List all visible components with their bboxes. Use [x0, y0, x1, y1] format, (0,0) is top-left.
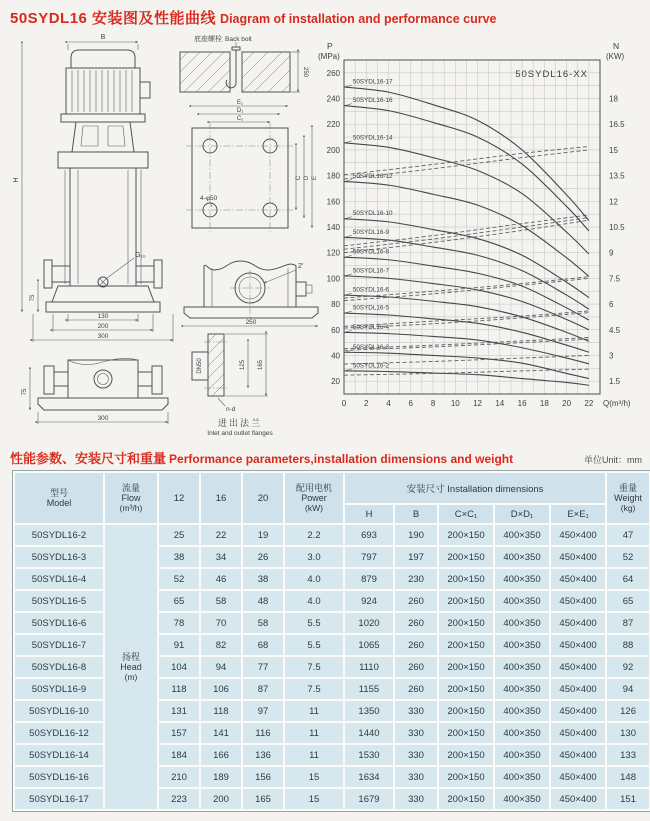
p-tick-label: 20	[331, 377, 340, 387]
dim-E-cell: 450×400	[551, 789, 605, 809]
flange-caption-en: Inlet and outlet flanges	[207, 430, 273, 437]
power-cell: 15	[285, 767, 343, 787]
curve-label-leader	[345, 104, 352, 106]
dim-D-cell: 400×350	[495, 789, 549, 809]
head-20-cell: 87	[243, 679, 283, 699]
curve-label: 50SYDL16-12	[352, 172, 393, 180]
head-20-cell: 77	[243, 657, 283, 677]
model-cell: 50SYDL16-4	[15, 569, 103, 589]
model-cell: 50SYDL16-6	[15, 613, 103, 633]
dim-C-cell: 200×150	[439, 547, 493, 567]
weight-cell: 87	[607, 613, 649, 633]
head-20-cell: 116	[243, 723, 283, 743]
col-header-motor	[285, 473, 343, 523]
dim-H-cell: 797	[345, 547, 393, 567]
plate-d1-label: D₁	[236, 108, 244, 114]
head-20-cell: 156	[243, 767, 283, 787]
col-header-flow-20: 20	[243, 473, 283, 523]
head-16-cell: 118	[201, 701, 241, 721]
weight-cell: 88	[607, 635, 649, 655]
n-tick-label: 9	[609, 248, 614, 258]
parameters-table	[12, 470, 650, 812]
curve-label-leader	[345, 141, 352, 143]
n-tick-label: 4.5	[609, 325, 621, 335]
dim-C-cell: 200×150	[439, 591, 493, 611]
head-12-cell: 157	[159, 723, 199, 743]
dim-E-cell: 450×400	[551, 613, 605, 633]
head-16-cell: 70	[201, 613, 241, 633]
curve-label: 50SYDL16-2	[352, 362, 389, 370]
unit-note: 单位Unit：mm	[584, 455, 642, 465]
dim-E-cell: 450×400	[551, 701, 605, 721]
model-cell: 50SYDL16-2	[15, 525, 103, 545]
support-bracket-detail	[184, 261, 318, 326]
weight-cell: 64	[607, 569, 649, 589]
curve-label: 50SYDL16-5	[352, 304, 389, 312]
head-12-cell: 131	[159, 701, 199, 721]
section-title-en: Performance parameters,installation dimensions and weight	[169, 452, 514, 466]
col-header-weight-unit: (kg)	[620, 503, 636, 513]
dim-E-cell: 450×400	[551, 679, 605, 699]
p-tick-label: 160	[326, 197, 340, 207]
p-tick-label: 80	[331, 300, 340, 310]
head-16-cell: 141	[201, 723, 241, 743]
head-12-cell: 91	[159, 635, 199, 655]
dim-D-cell: 400×350	[495, 767, 549, 787]
dim-D-cell: 400×350	[495, 701, 549, 721]
pump-installation-drawing	[8, 30, 180, 438]
p-axis-title-1: P	[327, 41, 333, 51]
dim-D-cell: 400×350	[495, 745, 549, 765]
bracket-size-label: 2′	[298, 263, 304, 270]
model-cell: 50SYDL16-14	[15, 745, 103, 765]
head-12-cell: 223	[159, 789, 199, 809]
dim-B-cell: 330	[395, 789, 437, 809]
curve-label: 50SYDL16-4	[352, 323, 389, 331]
dim-D-cell: 400×350	[495, 525, 549, 545]
plate-c1-label: C₁	[236, 116, 244, 122]
bolt-depth-label: 250	[302, 66, 308, 78]
side-300-label: 300	[97, 415, 109, 422]
plate-e1-label: E₁	[236, 100, 244, 106]
n-tick-label: 6	[609, 300, 614, 310]
weight-cell: 148	[607, 767, 649, 787]
head-12-cell: 210	[159, 767, 199, 787]
n-tick-label: 7.5	[609, 274, 621, 284]
x-tick-label: 4	[386, 399, 391, 408]
model-cell: 50SYDL16-7	[15, 635, 103, 655]
performance-chart	[318, 40, 648, 416]
power-cell: 7.5	[285, 657, 343, 677]
chart-title: 50SYDL16-XX	[515, 69, 588, 80]
head-16-cell: 94	[201, 657, 241, 677]
dim-D-cell: 400×350	[495, 657, 549, 677]
dim-H-cell: 1020	[345, 613, 393, 633]
x-tick-label: 2	[364, 399, 369, 408]
plate-holes-label: 4-φ50	[200, 195, 218, 202]
head-20-cell: 97	[243, 701, 283, 721]
dim-130-label: 130	[97, 313, 109, 320]
mounting-details-drawing	[178, 30, 328, 438]
model-cell: 50SYDL16-5	[15, 591, 103, 611]
p-tick-label: 120	[326, 248, 340, 258]
n-tick-label: 15	[609, 145, 618, 155]
col-header-flow	[105, 473, 157, 523]
dim-C-cell: 200×150	[439, 657, 493, 677]
col-header-dims-en: Installation dimensions	[447, 484, 544, 495]
power-cell: 11	[285, 745, 343, 765]
p-tick-label: 200	[326, 145, 340, 155]
dim-D-cell: 400×350	[495, 635, 549, 655]
pump-base-side-view	[22, 358, 168, 424]
head-12-cell: 118	[159, 679, 199, 699]
weight-cell: 47	[607, 525, 649, 545]
power-cell: 11	[285, 723, 343, 743]
n-tick-label: 16.5	[609, 120, 625, 130]
head-label-zh: 扬程	[121, 652, 140, 662]
dim-B-cell: 260	[395, 657, 437, 677]
dim-E-cell: 450×400	[551, 591, 605, 611]
dim-E-cell: 450×400	[551, 745, 605, 765]
dim-E-cell: 450×400	[551, 635, 605, 655]
curve-label-leader	[345, 179, 352, 181]
model-cell: 50SYDL16-9	[15, 679, 103, 699]
plate-c-label: C	[296, 175, 302, 181]
weight-cell: 94	[607, 679, 649, 699]
weight-cell: 92	[607, 657, 649, 677]
x-tick-label: 0	[341, 399, 347, 408]
dim-75-label: 75	[30, 294, 36, 302]
dim-B-cell: 260	[395, 613, 437, 633]
col-header-ExE1: E×E₁	[551, 505, 605, 523]
flange-dn-label: DN50	[197, 358, 203, 374]
weight-cell: 65	[607, 591, 649, 611]
dim-D-cell: 400×350	[495, 723, 549, 743]
curve-label: 50SYDL16-16	[352, 97, 393, 105]
power-cell: 3.0	[285, 547, 343, 567]
n-axis-title-2: (KW)	[606, 52, 625, 61]
dim-H-cell: 879	[345, 569, 393, 589]
model-cell: 50SYDL16-10	[15, 701, 103, 721]
x-tick-label: 6	[408, 399, 414, 408]
dim-H-cell: 1110	[345, 657, 393, 677]
head-12-cell: 78	[159, 613, 199, 633]
p-tick-label: 260	[326, 68, 340, 78]
section-title-zh: 性能参数、安装尺寸和重量	[10, 451, 167, 466]
x-tick-label: 10	[450, 399, 460, 408]
bolt-nut	[232, 47, 240, 50]
dim-B-cell: 230	[395, 569, 437, 589]
power-cell: 5.5	[285, 635, 343, 655]
head-20-cell: 136	[243, 745, 283, 765]
model-cell: 50SYDL16-3	[15, 547, 103, 567]
col-header-model-zh: 型号	[49, 488, 68, 498]
curve-label: 50SYDL16-7	[352, 267, 389, 275]
col-header-weight	[607, 473, 649, 523]
head-20-cell: 26	[243, 547, 283, 567]
n-tick-label: 12	[609, 197, 618, 207]
head-label-unit: (m)	[124, 672, 138, 682]
dim-D-cell: 400×350	[495, 591, 549, 611]
head-20-cell: 58	[243, 613, 283, 633]
head-16-cell: 106	[201, 679, 241, 699]
dim-H-cell: 1679	[345, 789, 393, 809]
flange-section-detail	[192, 334, 273, 437]
p-tick-label: 140	[326, 223, 340, 232]
curve-label-leader	[345, 217, 352, 219]
power-cell: 7.5	[285, 679, 343, 699]
col-header-CxC1: C×C₁	[439, 505, 493, 523]
dim-B-cell: 260	[395, 679, 437, 699]
curve-label: 50SYDL16-14	[352, 134, 393, 142]
n-tick-label: 13.5	[609, 171, 625, 181]
col-header-model-en: Model	[46, 498, 72, 508]
head-12-cell: 52	[159, 569, 199, 589]
dim-C-cell: 200×150	[439, 767, 493, 787]
p-tick-label: 40	[331, 351, 340, 361]
x-axis-label: Q(m³/h)	[603, 399, 631, 408]
curve-label: 50SYDL16-17	[352, 78, 393, 86]
col-header-weight-en: Weight	[614, 493, 642, 503]
plate-d-label: D	[304, 175, 310, 181]
bolt-label-en: Back bolt	[225, 36, 252, 43]
plate-e-label: E	[312, 175, 318, 181]
dim-B-cell: 330	[395, 701, 437, 721]
flange-165-label: 165	[258, 359, 264, 371]
dim-E-cell: 450×400	[551, 767, 605, 787]
page-title-en: Diagram of installation and performance curve	[220, 12, 497, 26]
dim-C-cell: 200×150	[439, 723, 493, 743]
dim-B-cell: 197	[395, 547, 437, 567]
dim-D-cell: 400×350	[495, 679, 549, 699]
page-title-zh: 50SYDL16 安装图及性能曲线	[10, 10, 217, 27]
power-cell: 2.2	[285, 525, 343, 545]
p-tick-label: 180	[326, 171, 340, 181]
curve-label: 50SYDL16-3	[352, 343, 389, 351]
dim-C-cell: 200×150	[439, 613, 493, 633]
p-axis-title-2: (MPa)	[318, 52, 340, 61]
dim-H-cell: 1530	[345, 745, 393, 765]
head-20-cell: 48	[243, 591, 283, 611]
table-row	[15, 525, 649, 545]
parameters-table-wrapper	[12, 470, 642, 812]
flange-125-label: 125	[240, 359, 246, 371]
dim-C-cell: 200×150	[439, 679, 493, 699]
head-12-cell: 65	[159, 591, 199, 611]
col-header-motor-zh: 配用电机	[295, 483, 332, 493]
head-16-cell: 82	[201, 635, 241, 655]
head-16-cell: 189	[201, 767, 241, 787]
dim-B-cell: 330	[395, 723, 437, 743]
head-16-cell: 200	[201, 789, 241, 809]
n-tick-label: 10.5	[609, 223, 625, 233]
head-20-cell: 38	[243, 569, 283, 589]
curve-label-leader	[345, 85, 352, 87]
dim-C-cell: 200×150	[439, 745, 493, 765]
curve-label: 50SYDL16-8	[352, 248, 389, 256]
bolt-label-zh: 底座螺栓	[194, 36, 222, 43]
x-tick-label: 18	[539, 399, 549, 408]
col-header-model	[15, 473, 103, 523]
x-tick-label: 12	[473, 399, 483, 408]
col-header-flow-16: 16	[201, 473, 241, 523]
dim-H-cell: 924	[345, 591, 393, 611]
dim-C-cell: 200×150	[439, 635, 493, 655]
p-tick-label: 240	[326, 94, 340, 104]
flange-nd-label: n-d	[226, 406, 236, 413]
bracket-width-label: 250	[245, 319, 257, 326]
dim-H-cell: 1440	[345, 723, 393, 743]
dim-B-cell: 330	[395, 767, 437, 787]
head-12-cell: 25	[159, 525, 199, 545]
dim-300-label: 300	[97, 333, 109, 340]
col-header-flow-12: 12	[159, 473, 199, 523]
dim-E-cell: 450×400	[551, 547, 605, 567]
n-tick-label: 3	[609, 351, 614, 361]
dim-B-cell: 260	[395, 591, 437, 611]
p-tick-label: 220	[326, 120, 340, 130]
dim-C-cell: 200×150	[439, 569, 493, 589]
head-16-cell: 34	[201, 547, 241, 567]
model-cell: 50SYDL16-12	[15, 723, 103, 743]
col-header-dimensions	[345, 473, 605, 503]
page-title	[10, 7, 497, 28]
curve-label: 50SYDL16-6	[352, 286, 389, 294]
dim-B-cell: 190	[395, 525, 437, 545]
dim-E-cell: 450×400	[551, 525, 605, 545]
dim-E-cell: 450×400	[551, 723, 605, 743]
col-header-H: H	[345, 505, 393, 523]
col-header-flow-unit: (m³/h)	[119, 503, 143, 513]
x-tick-label: 8	[430, 399, 436, 408]
dim-D-cell: 400×350	[495, 547, 549, 567]
power-cell: 11	[285, 701, 343, 721]
power-cell: 5.5	[285, 613, 343, 633]
col-header-flow-en: Flow	[121, 493, 141, 503]
section-title-text	[10, 448, 513, 468]
dim-D-cell: 400×350	[495, 569, 549, 589]
base-plate-detail	[186, 100, 318, 234]
dim-C-cell: 200×150	[439, 525, 493, 545]
side-75-label: 75	[22, 388, 28, 396]
dim-H-cell: 1350	[345, 701, 393, 721]
head-20-cell: 68	[243, 635, 283, 655]
x-tick-label: 22	[584, 399, 594, 408]
head-16-cell: 46	[201, 569, 241, 589]
weight-cell: 151	[607, 789, 649, 809]
dim-H-cell: 693	[345, 525, 393, 545]
p-tick-label: 100	[326, 274, 340, 284]
weight-cell: 126	[607, 701, 649, 721]
n-tick-label: 18	[609, 94, 618, 104]
dim-E-cell: 450×400	[551, 657, 605, 677]
x-tick-label: 14	[495, 399, 505, 408]
n-tick-label: 1.5	[609, 377, 621, 387]
flange-caption-zh: 进出法兰	[217, 418, 263, 428]
dim-C-cell: 200×150	[439, 789, 493, 809]
col-header-weight-zh: 重量	[619, 483, 638, 493]
head-16-cell: 22	[201, 525, 241, 545]
power-cell: 4.0	[285, 591, 343, 611]
head-label-cell	[105, 525, 157, 809]
head-16-cell: 166	[201, 745, 241, 765]
head-12-cell: 104	[159, 657, 199, 677]
head-12-cell: 184	[159, 745, 199, 765]
x-tick-label: 16	[517, 399, 527, 408]
motor-terminal-box	[140, 82, 150, 98]
power-cell: 15	[285, 789, 343, 809]
dim-B-cell: 330	[395, 745, 437, 765]
dim-200-label: 200	[97, 323, 109, 330]
col-header-B: B	[395, 505, 437, 523]
n-axis-title-1: N	[613, 41, 620, 51]
col-header-motor-en: Power	[301, 493, 327, 503]
drain-label: G₁₀	[135, 252, 146, 259]
dim-h-label: H	[13, 177, 20, 183]
head-20-cell: 19	[243, 525, 283, 545]
col-header-dims-zh: 安装尺寸	[406, 484, 445, 495]
col-header-flow-zh: 流量	[121, 483, 140, 493]
section-title	[10, 448, 642, 468]
pump-elevation-view	[13, 34, 173, 342]
x-tick-label: 20	[562, 399, 572, 408]
dim-H-cell: 1155	[345, 679, 393, 699]
dim-D-cell: 400×350	[495, 613, 549, 633]
weight-cell: 52	[607, 547, 649, 567]
model-cell: 50SYDL16-16	[15, 767, 103, 787]
col-header-DxD1: D×D₁	[495, 505, 549, 523]
anchor-bolt-detail	[180, 34, 308, 92]
curve-label: 50SYDL16-9	[352, 228, 389, 236]
dim-b-label: B	[100, 34, 106, 41]
model-cell: 50SYDL16-17	[15, 789, 103, 809]
dim-E-cell: 450×400	[551, 569, 605, 589]
head-16-cell: 58	[201, 591, 241, 611]
head-label-en: Head	[120, 662, 142, 672]
head-20-cell: 165	[243, 789, 283, 809]
col-header-motor-unit: (kW)	[305, 503, 323, 513]
dim-H-cell: 1065	[345, 635, 393, 655]
head-12-cell: 38	[159, 547, 199, 567]
dim-B-cell: 260	[395, 635, 437, 655]
weight-cell: 133	[607, 745, 649, 765]
p-tick-label: 60	[331, 325, 340, 335]
power-cell: 4.0	[285, 569, 343, 589]
curve-label: 50SYDL16-10	[352, 210, 393, 218]
dim-C-cell: 200×150	[439, 701, 493, 721]
model-cell: 50SYDL16-8	[15, 657, 103, 677]
dim-H-cell: 1634	[345, 767, 393, 787]
weight-cell: 130	[607, 723, 649, 743]
